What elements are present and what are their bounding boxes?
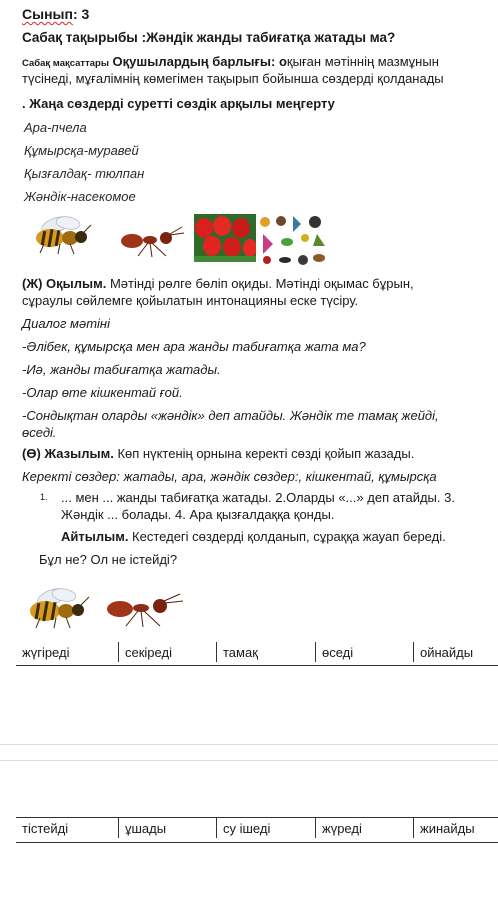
dialog-line: -Олар өте кішкентай ғой. <box>22 385 183 400</box>
speaking-question: Бұл не? Ол не істейді? <box>39 552 178 567</box>
table-cell: ұшады <box>119 818 217 838</box>
table-divider <box>16 842 498 843</box>
class-label: Сынып <box>22 6 73 22</box>
table-cell: секіреді <box>119 642 217 662</box>
reading-instruction: Мәтінді рөлге бөліп оқиды. Мәтінді оқымас бұрын, <box>106 276 414 291</box>
word-table-row-2 <box>16 818 498 838</box>
ant-image <box>120 225 186 259</box>
vocab-item: Құмырсқа-муравей <box>24 143 139 158</box>
writing-instruction: Көп нүктенің орнына керекті сөзді қойып жазады. <box>113 446 415 461</box>
writing-line <box>22 446 414 462</box>
bee-image <box>26 585 92 629</box>
page-break-line <box>0 744 498 745</box>
insects-collage-image <box>257 212 329 268</box>
table-cell: жүреді <box>316 818 414 838</box>
vocab-heading: . Жаңа сөздерді суретті сөздік арқылы меңгерту <box>22 96 335 111</box>
table-cell: өседі <box>316 642 414 662</box>
class-number: 3 <box>77 6 90 22</box>
list-number: 1. <box>40 492 48 502</box>
dialog-line: -Әлібек, құмырсқа мен ара жанды табиғатқа жата ма? <box>22 339 366 354</box>
table-cell: ойнайды <box>414 642 498 662</box>
speaking-label: Айтылым. <box>61 529 129 544</box>
speaking-instruction: Кестедегі сөздерді қолданып, сұраққа жауап береді. <box>128 529 446 544</box>
reading-line1 <box>22 276 414 292</box>
reading-line2: сұраулы сөйлемге қойылатын интонацияны еске түсіру. <box>22 293 359 308</box>
class-separator: : <box>72 6 78 22</box>
dialog-line: -Иә, жанды табиғатқа жатады. <box>22 362 221 377</box>
goals-label: Сабақ мақсаттары <box>22 58 109 69</box>
lesson-goals-line2: түсінеді, мұғалімнің көмегімен тақырып бойынша сөздерді қолданады <box>22 71 444 86</box>
bee-image <box>32 213 94 255</box>
lesson-topic: Сабақ тақырыбы :Жәндік жанды табиғатқа жатады ма? <box>22 30 396 45</box>
reading-label: (Ж) Оқылым. <box>22 276 107 291</box>
page-break-line <box>0 760 498 761</box>
table-cell: тістейді <box>22 820 69 836</box>
vocab-item: Қызғалдақ- тюлпан <box>24 166 145 181</box>
dialog-line: өседі. <box>22 425 57 440</box>
table-row <box>16 642 498 662</box>
table-cell: жүгіреді <box>22 644 70 660</box>
vocab-item: Ара-пчела <box>24 120 87 135</box>
dialog-line: -Сондықтан оларды «жәндік» деп атайды. Жәндік те тамақ жейді, <box>22 408 439 423</box>
goals-lead: Оқушылардың барлығы: о <box>108 54 287 69</box>
table-cell: су ішеді <box>217 818 316 838</box>
dialog-title: Диалог мәтіні <box>22 316 110 331</box>
exercise-line1: ... мен ... жанды табиғатқа жатады. 2.Оларды «...» деп атайды. 3. <box>61 490 455 505</box>
table-cell: жинайды <box>414 818 498 838</box>
writing-label: (Ө) Жазылым. <box>22 446 114 461</box>
required-words: Керекті сөздер: жатады, ара, жәндік сөздер:, кішкентай, құмырсқа <box>22 469 437 484</box>
word-table-row-1 <box>16 642 498 662</box>
lesson-goals-line1 <box>22 54 439 72</box>
table-row <box>16 818 498 838</box>
exercise-line2: Жәндік ... болады. 4. Ара қызғалдаққа қонды. <box>61 507 335 522</box>
class-title <box>22 6 89 22</box>
vocab-item: Жәндік-насекомое <box>24 189 136 204</box>
speaking-line <box>61 529 446 545</box>
table-cell: тамақ <box>217 642 316 662</box>
table-divider <box>16 665 498 666</box>
goals-rest: қыған мәтіннің мазмұнын <box>286 54 439 69</box>
tulip-image <box>194 214 256 262</box>
ant-image <box>106 592 186 628</box>
